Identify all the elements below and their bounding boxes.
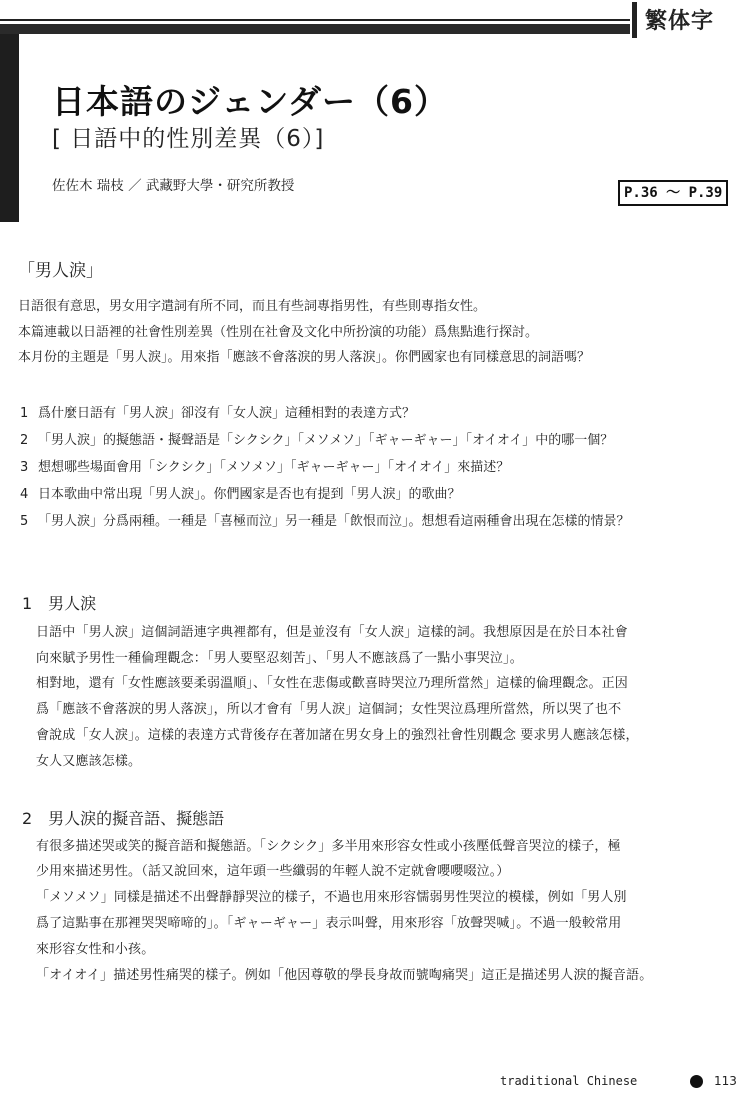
bullet-dot-icon [690, 1075, 703, 1088]
question-text: 「男人淚」分爲兩種。一種是「喜極而泣」另一種是「飲恨而泣」。想想看這兩種會出現在怎樣的情景？ [38, 514, 630, 529]
question-item [20, 456, 509, 475]
question-text: 「男人淚」的擬態語・擬聲語是「シクシク」「メソメソ」「ギャーギャー」「オイオイ」中的哪一個？ [38, 433, 614, 448]
language-tag: 繁体字 [645, 9, 715, 34]
paragraph-line: 相對地，還有「女性應該要柔弱溫順」、「女性在悲傷或歡喜時哭泣乃理所當然」這樣的倫理觀念。正因 [36, 676, 628, 691]
intro-line: 本月份的主題是「男人淚」。用來指「應該不會落淚的男人落淚」。你們國家也有同樣意思的詞語嗎？ [18, 350, 591, 365]
header-rule-thick [0, 24, 630, 34]
page-range-box: P.36 ～ P.39 [618, 180, 728, 206]
question-number: 1 [20, 406, 29, 421]
paragraph-line: 女人又應該怎樣。 [36, 754, 142, 769]
paragraph-line: 「メソメソ」同樣是描述不出聲靜靜哭泣的樣子，不過也用來形容懦弱男性哭泣的模樣，例如「男人別 [36, 890, 627, 905]
question-text: 日本歌曲中常出現「男人淚」。你們國家是否也有提到「男人淚」的歌曲？ [38, 487, 461, 502]
paragraph-line: 日語中「男人淚」這個詞語連字典裡都有，但是並沒有「女人淚」這樣的詞。我想原因是在於日本社會 [36, 625, 628, 640]
question-number: 4 [20, 487, 29, 502]
paragraph-line: 會說成「女人淚」。這樣的表達方式背後存在著加諸在男女身上的強烈社會性別觀念 要求男人應該怎樣， [36, 728, 639, 743]
article-title-japanese: 日本語のジェンダー（6） [52, 82, 448, 121]
question-item [20, 402, 415, 421]
question-number: 5 [20, 514, 29, 529]
paragraph-line: 爲了這點事在那裡哭哭啼啼的」。「ギャーギャー」表示叫聲，用來形容「放聲哭喊」。不過一般較常用 [36, 916, 622, 931]
side-accent-bar [0, 34, 19, 222]
question-item [20, 483, 461, 502]
intro-line: 本篇連載以日語裡的社會性別差異（性別在社會及文化中所扮演的功能）爲焦點進行探討。 [18, 325, 539, 340]
question-text: 爲什麼日語有「男人淚」卻沒有「女人淚」這種相對的表達方式？ [38, 406, 416, 421]
intro-line: 日語很有意思，男女用字遣詞有所不同，而且有些詞專指男性，有些則專指女性。 [18, 299, 487, 314]
section-heading: 2 男人淚的擬音語、擬態語 [22, 809, 225, 828]
author-line: 佐佐木 瑞枝 ／ 武藏野大學・研究所教授 [52, 178, 295, 194]
question-number: 3 [20, 460, 29, 475]
page-number: 113 [714, 1074, 737, 1088]
question-item [20, 510, 630, 529]
question-text: 想想哪些場面會用「シクシク」「メソメソ」「ギャーギャー」「オイオイ」來描述？ [38, 460, 510, 475]
paragraph-line: 少用來描述男性。（話又說回來，這年頭一些纖弱的年輕人說不定就會嚶嚶啜泣。） [36, 864, 510, 879]
paragraph-line: 有很多描述哭或笑的擬音語和擬態語。「シクシク」多半用來形容女性或小孩壓低聲音哭泣的樣子，極 [36, 839, 621, 854]
topic-heading: 「男人淚」 [18, 261, 103, 281]
paragraph-line: 來形容女性和小孩。 [36, 942, 155, 957]
paragraph-line: 「オイオイ」描述男性痛哭的樣子。例如「他因尊敬的學長身故而號啕痛哭」這正是描述男人淚的擬音語。 [36, 968, 653, 983]
question-number: 2 [20, 433, 29, 448]
article-title-chinese: [ 日語中的性別差異（6）] [52, 126, 325, 152]
paragraph-line: 向來賦予男性一種倫理觀念：「男人要堅忍刻苦」、「男人不應該爲了一點小事哭泣」。 [36, 651, 523, 666]
section-heading: 1 男人淚 [22, 594, 97, 613]
tag-divider [632, 2, 637, 38]
footer-label: traditional Chinese [500, 1074, 638, 1088]
paragraph-line: 爲「應該不會落淚的男人落淚」，所以才會有「男人淚」這個詞；女性哭泣爲理所當然，所以哭了也不 [36, 702, 622, 717]
question-item [20, 429, 613, 448]
header-rule-thin [0, 19, 630, 21]
